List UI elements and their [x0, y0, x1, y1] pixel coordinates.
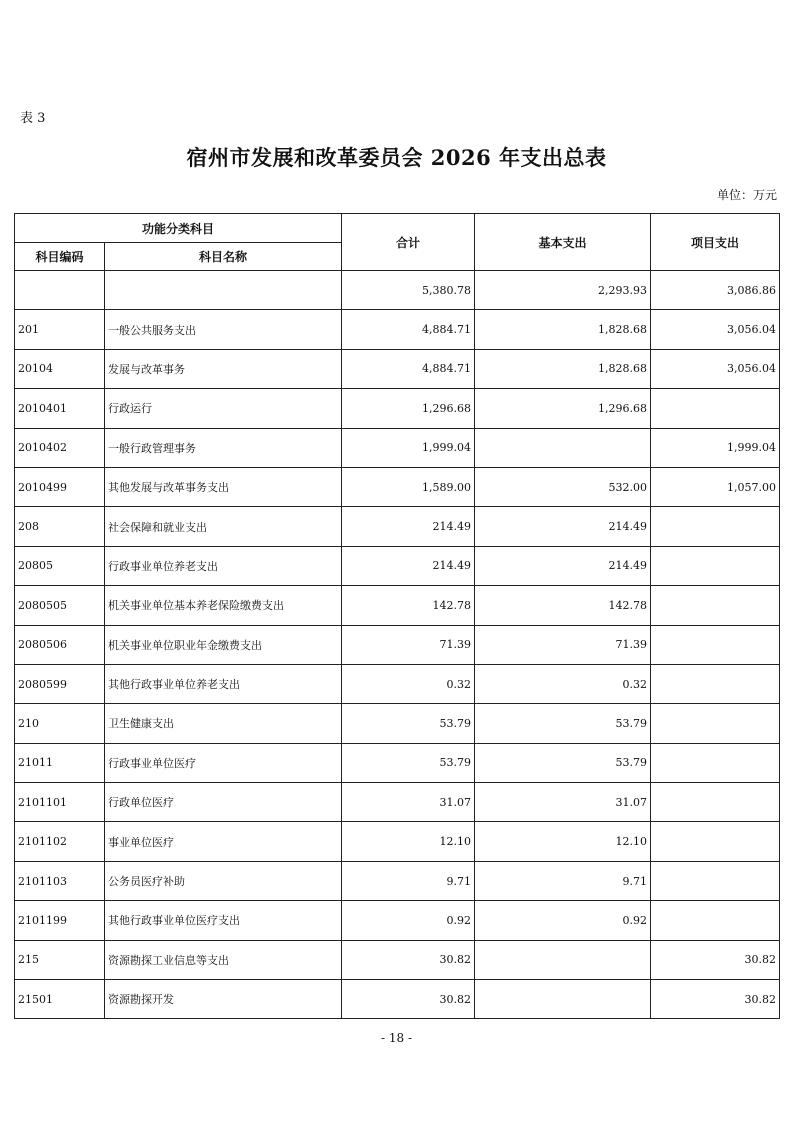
subject-code-cell: 2101102 [15, 822, 105, 861]
subject-code-cell: 2101199 [15, 901, 105, 940]
basic-expenditure-cell: 1,828.68 [475, 310, 651, 349]
basic-expenditure-cell: 12.10 [475, 822, 651, 861]
basic-expenditure-cell: 214.49 [475, 546, 651, 585]
project-expenditure-cell [651, 625, 780, 664]
project-expenditure-cell [651, 901, 780, 940]
project-expenditure-cell [651, 586, 780, 625]
subject-code-cell: 2080506 [15, 625, 105, 664]
project-expenditure-cell [651, 664, 780, 703]
project-expenditure-cell: 1,999.04 [651, 428, 780, 467]
total-cell: 0.92 [342, 901, 475, 940]
table-row [15, 507, 780, 546]
total-cell: 30.82 [342, 980, 475, 1019]
project-expenditure-cell [651, 783, 780, 822]
header-total: 合计 [342, 214, 475, 271]
subject-name-cell: 其他行政事业单位医疗支出 [105, 901, 342, 940]
total-cell: 4,884.71 [342, 349, 475, 388]
table-row [15, 940, 780, 979]
table-row [15, 704, 780, 743]
table-row [15, 980, 780, 1019]
subject-code-cell: 208 [15, 507, 105, 546]
subject-name-cell: 行政事业单位养老支出 [105, 546, 342, 585]
project-expenditure-cell [651, 389, 780, 428]
table-row [15, 822, 780, 861]
subject-name-cell: 事业单位医疗 [105, 822, 342, 861]
subject-code-cell: 2010402 [15, 428, 105, 467]
project-expenditure-cell: 3,056.04 [651, 349, 780, 388]
table-row [15, 625, 780, 664]
table-row [15, 349, 780, 388]
subject-code-cell: 2080599 [15, 664, 105, 703]
subject-name-cell: 其他行政事业单位养老支出 [105, 664, 342, 703]
total-cell: 53.79 [342, 743, 475, 782]
page-number: - 18 - [380, 1031, 412, 1045]
project-expenditure-cell: 3,056.04 [651, 310, 780, 349]
subject-name-cell: 其他发展与改革事务支出 [105, 467, 342, 506]
subject-name-cell: 资源勘探开发 [105, 980, 342, 1019]
basic-expenditure-cell: 53.79 [475, 704, 651, 743]
basic-expenditure-cell: 31.07 [475, 783, 651, 822]
total-cell: 71.39 [342, 625, 475, 664]
basic-expenditure-cell: 2,293.93 [475, 271, 651, 310]
total-cell: 4,884.71 [342, 310, 475, 349]
total-cell: 214.49 [342, 507, 475, 546]
subject-code-cell: 2010499 [15, 467, 105, 506]
project-expenditure-cell [651, 507, 780, 546]
header-subject-name: 科目名称 [105, 243, 342, 271]
total-cell: 5,380.78 [342, 271, 475, 310]
subject-code-cell: 2010401 [15, 389, 105, 428]
basic-expenditure-cell: 71.39 [475, 625, 651, 664]
basic-expenditure-cell: 53.79 [475, 743, 651, 782]
table-row [15, 546, 780, 585]
total-cell: 1,999.04 [342, 428, 475, 467]
table-row [15, 586, 780, 625]
subject-name-cell: 机关事业单位基本养老保险缴费支出 [105, 586, 342, 625]
project-expenditure-cell [651, 822, 780, 861]
subject-name-cell: 行政运行 [105, 389, 342, 428]
total-cell: 1,296.68 [342, 389, 475, 428]
subject-name-cell: 行政事业单位医疗 [105, 743, 342, 782]
basic-expenditure-cell: 1,828.68 [475, 349, 651, 388]
expenditure-table [14, 213, 780, 1019]
basic-expenditure-cell: 142.78 [475, 586, 651, 625]
basic-expenditure-cell [475, 428, 651, 467]
table-body [15, 271, 780, 1019]
table-row [15, 467, 780, 506]
subject-code-cell: 21501 [15, 980, 105, 1019]
project-expenditure-cell [651, 704, 780, 743]
subject-code-cell: 20104 [15, 349, 105, 388]
table-row [15, 310, 780, 349]
basic-expenditure-cell: 0.92 [475, 901, 651, 940]
total-cell: 30.82 [342, 940, 475, 979]
subject-name-cell: 社会保障和就业支出 [105, 507, 342, 546]
subject-name-cell: 公务员医疗补助 [105, 861, 342, 900]
subject-code-cell: 201 [15, 310, 105, 349]
total-cell: 142.78 [342, 586, 475, 625]
basic-expenditure-cell [475, 980, 651, 1019]
subject-name-cell: 资源勘探工业信息等支出 [105, 940, 342, 979]
table-label: 表 3 [20, 111, 46, 126]
subject-name-cell: 行政单位医疗 [105, 783, 342, 822]
table-row [15, 901, 780, 940]
project-expenditure-cell [651, 743, 780, 782]
page-title: 宿州市发展和改革委员会 2026 年支出总表 [186, 145, 607, 170]
total-cell: 31.07 [342, 783, 475, 822]
total-cell: 12.10 [342, 822, 475, 861]
subject-code-cell [15, 271, 105, 310]
table-row [15, 389, 780, 428]
project-expenditure-cell [651, 546, 780, 585]
header-subject-code: 科目编码 [15, 243, 105, 271]
table-row [15, 861, 780, 900]
subject-name-cell: 一般公共服务支出 [105, 310, 342, 349]
subject-name-cell: 卫生健康支出 [105, 704, 342, 743]
subject-name-cell: 发展与改革事务 [105, 349, 342, 388]
total-cell: 1,589.00 [342, 467, 475, 506]
project-expenditure-cell: 3,086.86 [651, 271, 780, 310]
basic-expenditure-cell: 0.32 [475, 664, 651, 703]
project-expenditure-cell: 30.82 [651, 940, 780, 979]
subject-code-cell: 210 [15, 704, 105, 743]
header-basic-expenditure: 基本支出 [475, 214, 651, 271]
total-cell: 214.49 [342, 546, 475, 585]
project-expenditure-cell [651, 861, 780, 900]
header-project-expenditure: 项目支出 [651, 214, 780, 271]
basic-expenditure-cell: 532.00 [475, 467, 651, 506]
project-expenditure-cell: 30.82 [651, 980, 780, 1019]
basic-expenditure-cell: 214.49 [475, 507, 651, 546]
subject-code-cell: 2101101 [15, 783, 105, 822]
subject-code-cell: 20805 [15, 546, 105, 585]
subject-name-cell [105, 271, 342, 310]
total-cell: 9.71 [342, 861, 475, 900]
subject-name-cell: 一般行政管理事务 [105, 428, 342, 467]
basic-expenditure-cell: 1,296.68 [475, 389, 651, 428]
subject-name-cell: 机关事业单位职业年金缴费支出 [105, 625, 342, 664]
basic-expenditure-cell [475, 940, 651, 979]
subject-code-cell: 2101103 [15, 861, 105, 900]
table-row [15, 271, 780, 310]
table-row [15, 664, 780, 703]
project-expenditure-cell: 1,057.00 [651, 467, 780, 506]
subject-code-cell: 215 [15, 940, 105, 979]
total-cell: 53.79 [342, 704, 475, 743]
subject-code-cell: 21011 [15, 743, 105, 782]
table-row [15, 743, 780, 782]
table-row [15, 428, 780, 467]
header-function-category: 功能分类科目 [15, 214, 342, 243]
total-cell: 0.32 [342, 664, 475, 703]
unit-note: 单位：万元 [716, 188, 777, 202]
basic-expenditure-cell: 9.71 [475, 861, 651, 900]
table-row [15, 783, 780, 822]
subject-code-cell: 2080505 [15, 586, 105, 625]
